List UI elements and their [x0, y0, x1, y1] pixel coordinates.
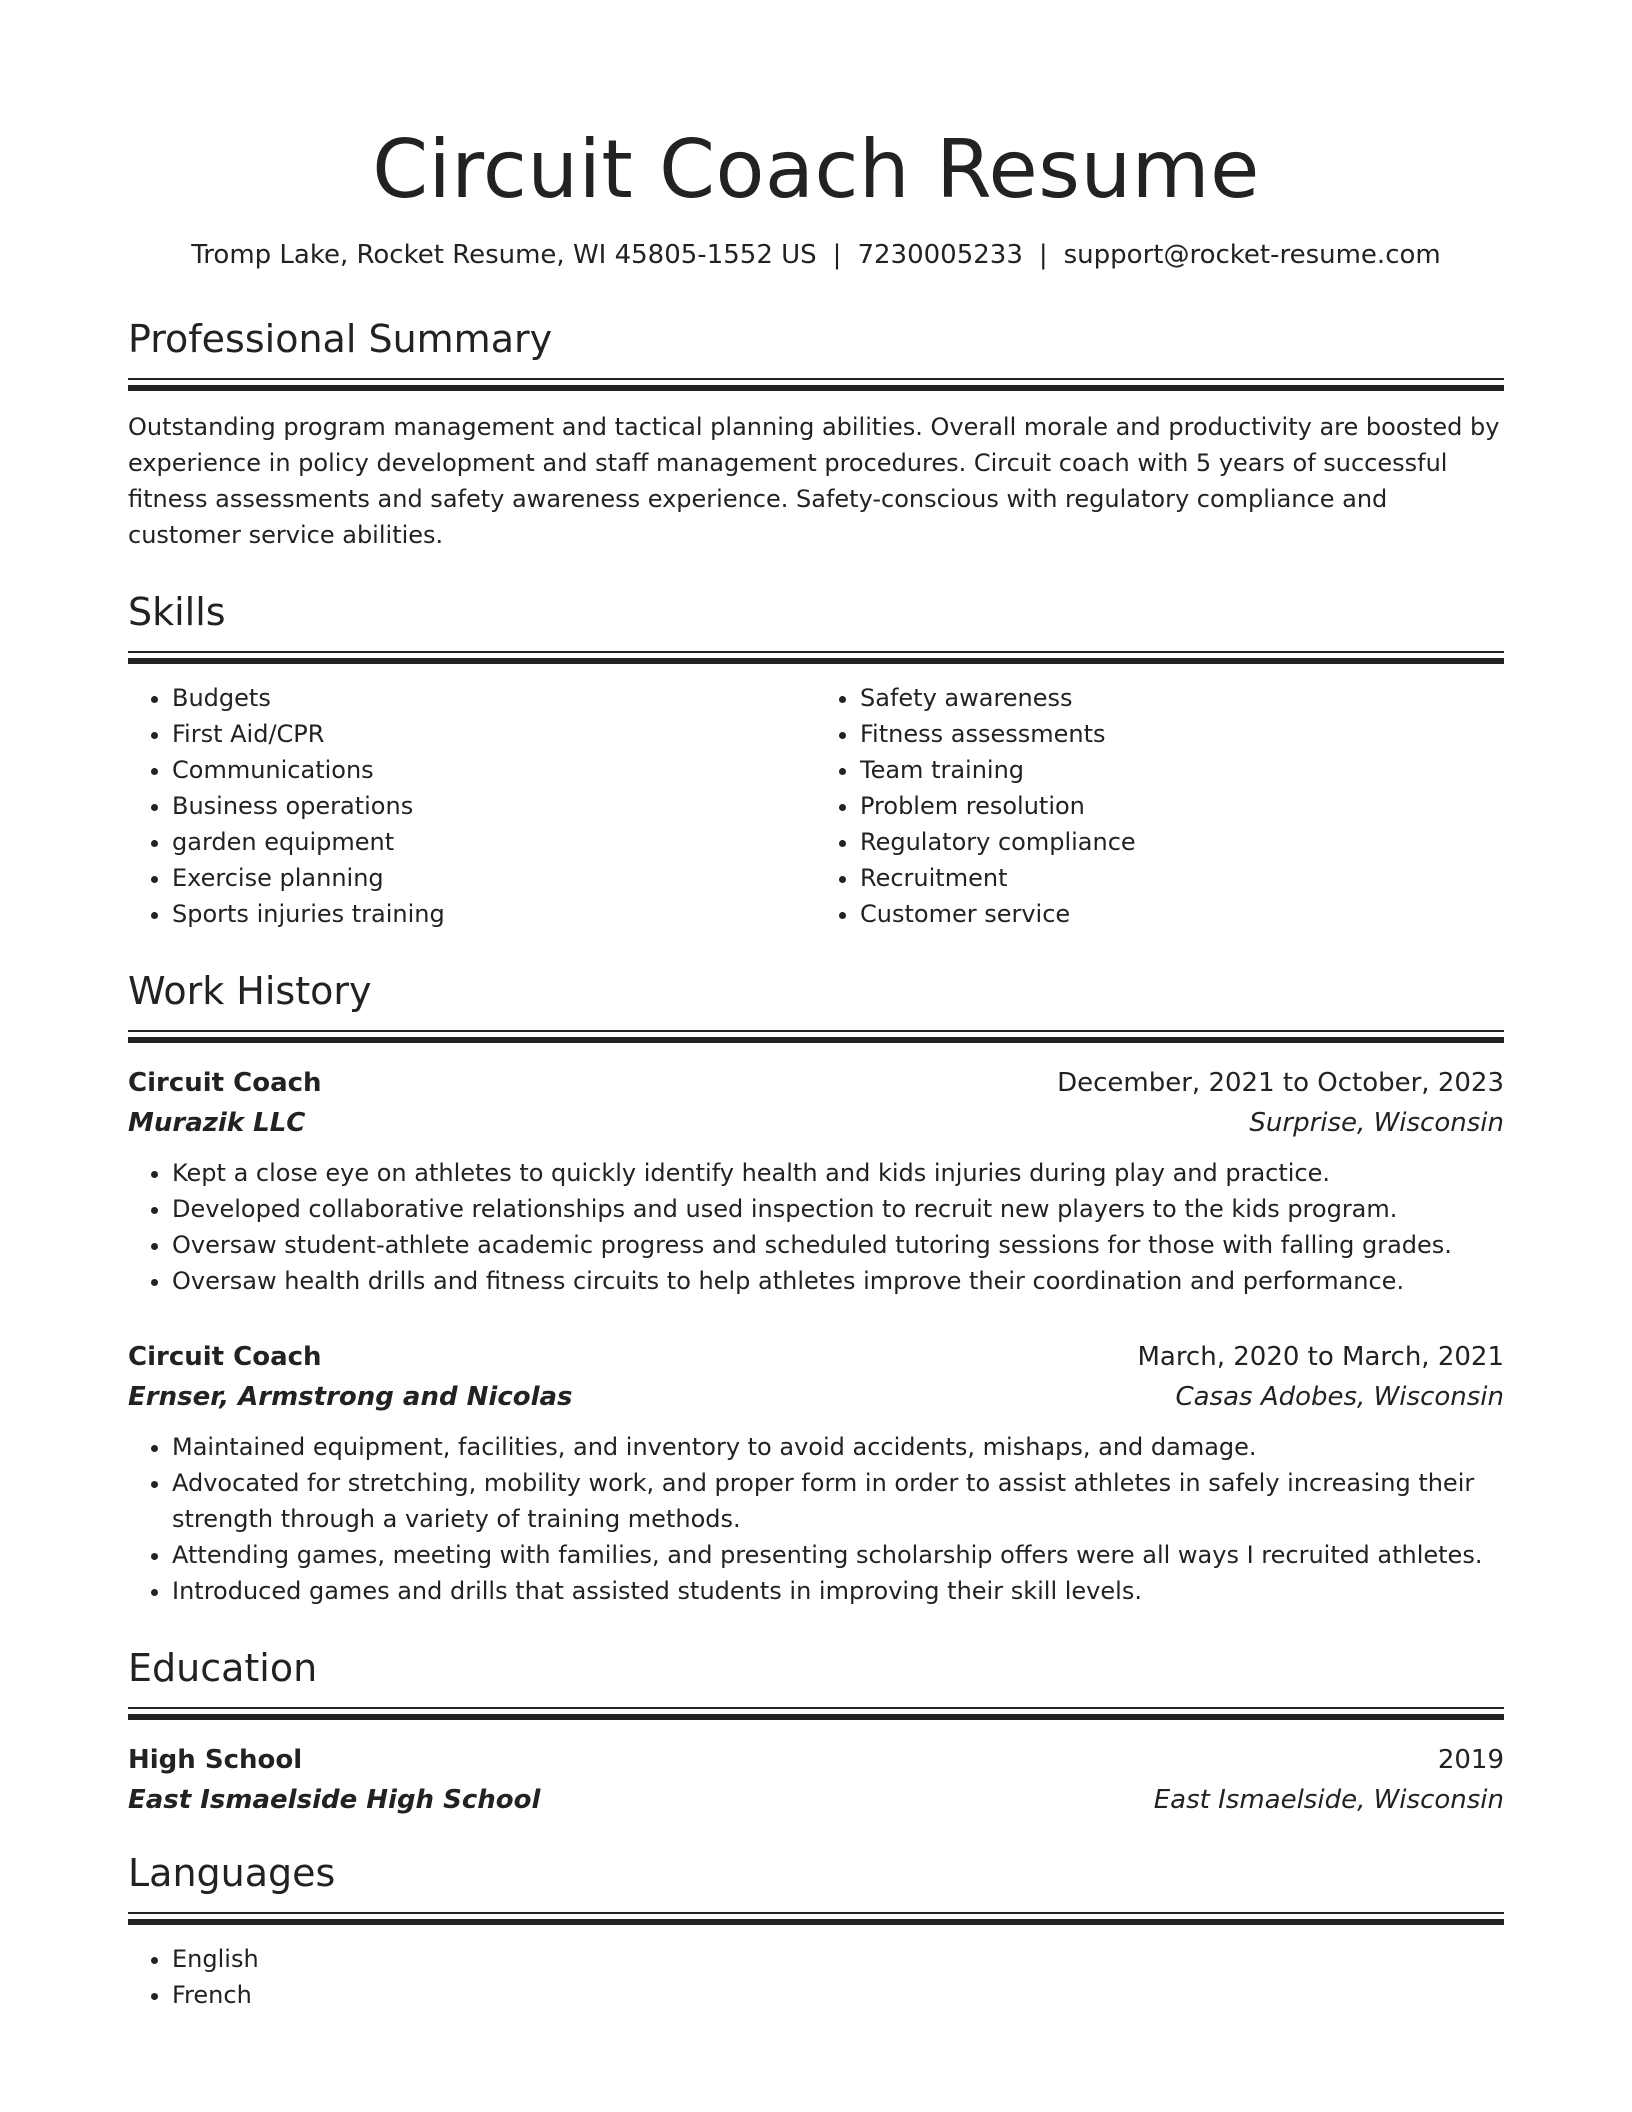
skill-item: • Regulatory compliance — [860, 824, 1504, 860]
section-rule — [128, 1912, 1504, 1925]
contact-separator: | — [1038, 240, 1048, 270]
education-section — [128, 1645, 1504, 1820]
skill-item: • Safety awareness — [860, 680, 1504, 716]
job-dates: December, 2021 to October, 2023 — [1057, 1068, 1504, 1098]
education-heading: Education — [128, 1646, 318, 1690]
summary-text: Outstanding program management and tactical planning abilities. Overall morale and productivity are boosted by experience in policy development and staff management procedures. Circuit coach with 5 years of successful fitness assessments and safety awareness experience. Safety-conscious with regulatory compliance and customer service abilities. — [128, 413, 1500, 549]
job-bullet: • Attending games, meeting with families, and presenting scholarship offers were all ways I recruited athletes. — [172, 1537, 1504, 1573]
education-location: East Ismaelside, Wisconsin — [1153, 1785, 1504, 1815]
section-rule — [128, 1707, 1504, 1720]
work-section — [128, 968, 1504, 1609]
languages-heading: Languages — [128, 1851, 336, 1895]
skills-left-list — [128, 680, 816, 932]
job-bullet: • Introduced games and drills that assisted students in improving their skill levels. — [172, 1573, 1504, 1609]
skill-item: • Exercise planning — [172, 860, 816, 896]
education-degree: High School — [128, 1745, 303, 1775]
job-dates: March, 2020 to March, 2021 — [1137, 1342, 1504, 1372]
skills-section — [128, 589, 1504, 932]
education-entry — [128, 1740, 1504, 1820]
skills-right-list — [816, 680, 1504, 932]
language-item: • French — [172, 1977, 1504, 2013]
summary-section — [128, 316, 1504, 553]
job-location: Surprise, Wisconsin — [1249, 1108, 1504, 1138]
skills-columns — [128, 680, 1504, 932]
contact-line — [128, 238, 1504, 272]
skill-item: • Sports injuries training — [172, 896, 816, 932]
job-bullet: • Oversaw health drills and fitness circuits to help athletes improve their coordination and performance. — [172, 1263, 1504, 1299]
education-school: East Ismaelside High School — [128, 1785, 541, 1815]
job-location: Casas Adobes, Wisconsin — [1175, 1382, 1504, 1412]
job-bullet: • Developed collaborative relationships and used inspection to recruit new players to the kids program. — [172, 1191, 1504, 1227]
languages-list — [128, 1941, 1504, 2013]
job-bullet: • Advocated for stretching, mobility work, and proper form in order to assist athletes in safely increasing their strength through a variety of training methods. — [172, 1465, 1504, 1537]
language-item: • English — [172, 1941, 1504, 1977]
languages-section — [128, 1850, 1504, 2013]
section-rule — [128, 1030, 1504, 1043]
skill-item: • Customer service — [860, 896, 1504, 932]
job-company: Murazik LLC — [128, 1108, 306, 1138]
contact-phone: 7230005233 — [857, 240, 1023, 270]
education-year: 2019 — [1437, 1745, 1504, 1775]
contact-address: Tromp Lake, Rocket Resume, WI 45805-1552 US — [191, 240, 817, 270]
job-entry — [128, 1337, 1504, 1609]
contact-email: support@rocket-resume.com — [1063, 240, 1441, 270]
job-bullets — [128, 1429, 1504, 1609]
skill-item: • Budgets — [172, 680, 816, 716]
skill-item: • Problem resolution — [860, 788, 1504, 824]
skill-item: • Team training — [860, 752, 1504, 788]
contact-separator: | — [832, 240, 842, 270]
resume-title: Circuit Coach Resume — [372, 123, 1260, 216]
section-rule — [128, 651, 1504, 664]
job-entry — [128, 1063, 1504, 1299]
work-heading: Work History — [128, 969, 372, 1013]
job-bullet: • Kept a close eye on athletes to quickly identify health and kids injuries during play and practice. — [172, 1155, 1504, 1191]
skills-heading: Skills — [128, 590, 226, 634]
summary-heading: Professional Summary — [128, 317, 553, 361]
job-bullet: • Oversaw student-athlete academic progress and scheduled tutoring sessions for those with falling grades. — [172, 1227, 1504, 1263]
section-rule — [128, 378, 1504, 391]
job-company: Ernser, Armstrong and Nicolas — [128, 1382, 573, 1412]
skill-item: • garden equipment — [172, 824, 816, 860]
skill-item: • Communications — [172, 752, 816, 788]
skill-item: • Recruitment — [860, 860, 1504, 896]
skill-item: • Fitness assessments — [860, 716, 1504, 752]
job-title: Circuit Coach — [128, 1342, 322, 1372]
job-title: Circuit Coach — [128, 1068, 322, 1098]
skill-item: • Business operations — [172, 788, 816, 824]
skill-item: • First Aid/CPR — [172, 716, 816, 752]
job-bullet: • Maintained equipment, facilities, and inventory to avoid accidents, mishaps, and damage. — [172, 1429, 1504, 1465]
job-bullets — [128, 1155, 1504, 1299]
